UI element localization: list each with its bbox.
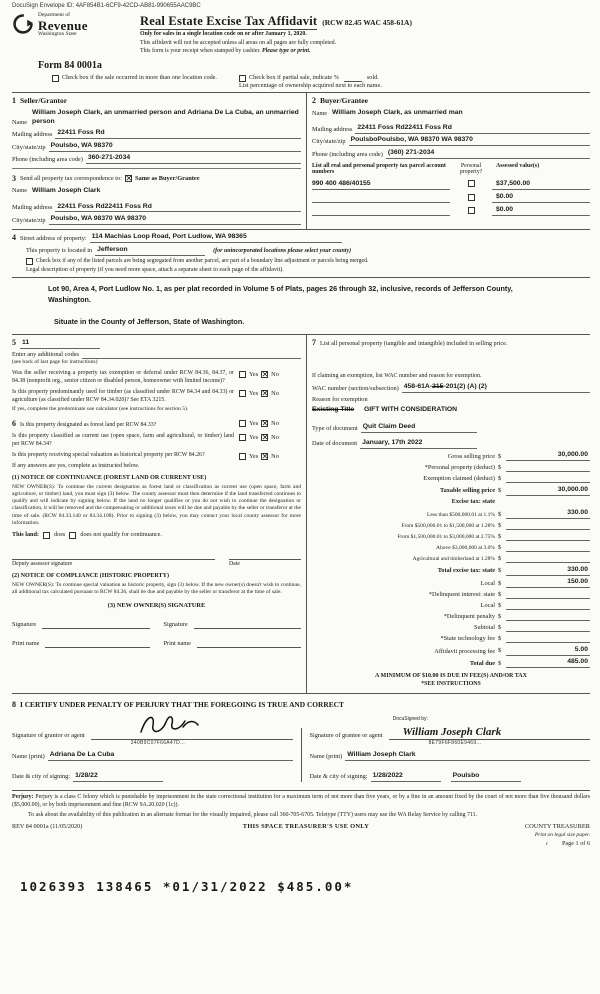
- excise-label: Agricultural and timberland at 1.28%: [412, 555, 495, 562]
- alternate-format-note: To ask about the availability of this publication in an alternate format for the visually impaired, please call 360-705-6705. Teletype (TTY) users may use the WA Relay Service by calling 711.: [28, 811, 478, 818]
- sold-label: sold.: [366, 74, 379, 82]
- grantor-docusign-id: 340B9C07F66A47D...: [130, 740, 186, 747]
- reason-label: Reason for exemption: [312, 395, 368, 403]
- land-does-checkbox[interactable]: [43, 532, 50, 539]
- see-instructions-note: *SEE INSTRUCTIONS: [421, 680, 481, 687]
- excise-value[interactable]: [506, 613, 590, 621]
- excise-label: *State technology fee: [440, 634, 495, 642]
- buyer-name-label: Name: [312, 109, 328, 117]
- tax-block: [12, 334, 590, 693]
- seller-city-label: City/state/zip: [12, 143, 46, 151]
- wac-struck: 215: [432, 383, 444, 391]
- buyer-phone-label: Phone (including area code): [312, 150, 383, 158]
- section8: [12, 698, 590, 782]
- corr-address-label: Mailing address: [12, 204, 53, 212]
- section2-number: 2: [312, 96, 316, 106]
- excise-value[interactable]: 30,000.00: [506, 486, 590, 496]
- section7-number: 7: [312, 338, 316, 348]
- dollar-sign: $: [498, 463, 502, 471]
- s6-q2-no-checkbox[interactable]: [261, 434, 268, 441]
- legal-description-text[interactable]: Lot 90, Area 4, Port Ludlow No. 1, as per plat recorded in Volume 5 of Plats, pages 26 through 32, inclusive, records of Jefferson County, Washington.: [48, 283, 513, 304]
- s6-question1: Is this property designated as forest land per RCW 84.33?: [20, 421, 157, 428]
- form-header: [12, 13, 590, 56]
- section3: [12, 168, 301, 225]
- dollar-sign: $: [498, 521, 502, 529]
- dollar-sign: $: [498, 543, 502, 551]
- section2-heading: [312, 96, 590, 106]
- same-as-buyer-label: Same as Buyer/Grantee: [134, 174, 200, 182]
- parcel-row: [312, 193, 590, 203]
- dollar-sign: $: [498, 567, 502, 575]
- grantor-signature-field[interactable]: [91, 728, 293, 747]
- grantee-signature-label: Signature of grantee or agent: [309, 731, 383, 739]
- percent-sold-field[interactable]: [344, 75, 362, 82]
- parcel-table: [312, 163, 590, 217]
- wac-prefix: 458-61A-: [403, 383, 433, 391]
- excise-value[interactable]: 5.00: [506, 646, 590, 656]
- excise-value[interactable]: 485.00: [506, 658, 590, 668]
- seller-name-value[interactable]: William Joseph Clark, an unmarried person and Adriana De La Cuba, an unmarried person: [32, 109, 299, 125]
- section1-heading: [12, 96, 301, 106]
- seller-address-label: Mailing address: [12, 131, 53, 139]
- grantee-name-label: Name (print): [309, 752, 343, 760]
- section1-number: 1: [12, 96, 16, 106]
- excise-value[interactable]: [506, 533, 590, 541]
- excise-label: *Delinquent interest: state: [428, 590, 495, 598]
- excise-label: Taxable selling price: [439, 487, 495, 495]
- type-or-print-note: Please type or print.: [262, 48, 311, 55]
- docusign-envelope-id: DocuSign Envelope ID: 4AF854B1-6CF9-42CD-AB81-990655AAC9BC: [12, 3, 201, 9]
- grantor-name-value[interactable]: Adriana De La Cuba: [48, 751, 293, 761]
- perjury-block: [12, 790, 590, 820]
- excise-label: Above $3,000,000 at 3.0%: [436, 544, 495, 551]
- doc-date-label: Date of document: [312, 440, 358, 448]
- buyer-name-value[interactable]: William Joseph Clark, as unmarried man: [332, 109, 463, 117]
- same-as-buyer-checkbox[interactable]: [125, 175, 132, 182]
- no-label: No: [271, 371, 279, 379]
- seller-address-value[interactable]: 22411 Foss Rd: [55, 129, 301, 139]
- yes-label: Yes: [249, 452, 259, 460]
- treasurer-stamp: 1026393 138465 *01/31/2022 $485.00*: [20, 878, 354, 894]
- grantor-name-label: Name (print): [12, 752, 45, 760]
- exemption-note: If claiming an exemption, list WAC number and reason for exemption.: [312, 372, 482, 379]
- excise-value[interactable]: [506, 544, 590, 552]
- excise-value[interactable]: [506, 635, 590, 643]
- parcel-row: [312, 180, 590, 190]
- seller-name-label: Name: [12, 118, 28, 126]
- seller-grantor-title: Seller/Grantor: [20, 96, 68, 106]
- s6-q3-no-checkbox[interactable]: [261, 453, 268, 460]
- legal-description: [12, 278, 590, 332]
- grantor-signature-scribble: [137, 710, 201, 741]
- treasurer-space-label: THIS SPACE TREASURER'S USE ONLY: [242, 823, 370, 831]
- owner-printname-label: Print name: [12, 640, 40, 648]
- dollar-sign: $: [498, 452, 502, 460]
- grantee-name-value[interactable]: William Joseph Clark: [345, 751, 590, 761]
- parties-block: [12, 92, 590, 230]
- logo-state: Washington State: [38, 31, 77, 38]
- section8-number: 8: [12, 699, 16, 709]
- grantee-date-label: Date & city of signing:: [309, 773, 368, 781]
- excise-value[interactable]: 330.00: [506, 566, 590, 576]
- personal-property-checkbox[interactable]: [468, 207, 475, 214]
- certify-statement: I CERTIFY UNDER PENALTY OF PERJURY THAT THE FOREGOING IS TRUE AND CORRECT: [20, 699, 344, 709]
- excise-label: Exemption claimed (deduct): [423, 474, 495, 482]
- yes-label: Yes: [249, 371, 259, 379]
- multi-location-checkbox[interactable]: [52, 75, 59, 82]
- personal-property-list-area[interactable]: [312, 349, 590, 373]
- s5-q1-no-checkbox[interactable]: [261, 371, 268, 378]
- owner-signature-label: Signature: [163, 621, 188, 629]
- header-note-1: Only for sales in a single location code on or after January 1, 2020.: [140, 31, 307, 38]
- dollar-sign: $: [498, 612, 502, 620]
- dollar-sign: $: [498, 590, 502, 598]
- dollar-sign: $: [498, 554, 502, 562]
- codes-note: (see back of last page for instructions): [12, 359, 98, 366]
- this-land-label: This land:: [12, 531, 39, 539]
- page-number: Page 1 of 6: [561, 840, 590, 848]
- s6-question2: Is this property classified as current use (open space, farm and agricultural, or timber) land per RCW 84.34?: [12, 432, 234, 447]
- corr-city-value[interactable]: Poulsbo, WA 98370 WA 98370: [49, 215, 301, 225]
- excise-value[interactable]: 30,000.00: [506, 451, 590, 461]
- excise-value[interactable]: [506, 602, 590, 610]
- s5-q2-no-checkbox[interactable]: [261, 390, 268, 397]
- s5-q1-yes-checkbox[interactable]: [239, 371, 246, 378]
- deputy-assessor-row: [12, 551, 301, 569]
- personal-property-checkbox[interactable]: [468, 194, 475, 201]
- location-code-value[interactable]: 11: [20, 339, 100, 349]
- owner-printname-field[interactable]: [45, 639, 149, 648]
- parcel-number[interactable]: 990 400 486/40155: [312, 180, 450, 190]
- s6-q3-yes-checkbox[interactable]: [239, 453, 246, 460]
- page-footer: [12, 823, 590, 848]
- owner-signature-label: Signature: [12, 621, 37, 629]
- buyer-city-value[interactable]: PoulsboPoulsbo, WA 98370 WA 98370: [349, 136, 590, 146]
- dollar-sign: $: [498, 474, 502, 482]
- legal-description-label: Legal description of property (if you need more space, attach a separate sheet to each page of the affidavit).: [26, 267, 284, 274]
- yes-label: Yes: [249, 433, 259, 441]
- owner-signature-row: [12, 620, 301, 629]
- buyer-address-value[interactable]: 22411 Foss Rd22411 Foss Rd: [355, 124, 590, 134]
- excise-section-label: Excise tax: state: [451, 498, 495, 506]
- grantee-signature-field[interactable]: [389, 715, 590, 747]
- deputy-signature-label: Deputy assessor signature: [12, 561, 73, 568]
- dollar-sign: $: [498, 659, 502, 667]
- form-number: Form 84 0001a: [38, 60, 102, 72]
- grantee-city-value[interactable]: Poulsbo: [451, 772, 521, 782]
- reason-value[interactable]: GIFT WITH CONSIDERATION: [363, 406, 458, 414]
- street-address-label: Street address of property:: [20, 234, 87, 242]
- minimum-fee-note: A MINIMUM OF $10.00 IS DUE IN FEE(S) AND/OR TAX: [375, 673, 527, 680]
- section3-number: 3: [12, 173, 16, 183]
- excise-label: From $1,500,000.01 to $3,000,000 at 2.75%: [397, 533, 495, 540]
- s6-question3: Is this property receiving special valuation as historical property per RCW 84.26?: [12, 451, 205, 458]
- corr-name-value[interactable]: William Joseph Clark: [32, 186, 101, 194]
- corr-city-label: City/state/zip: [12, 216, 46, 224]
- notice1-body: NEW OWNER(S): To continue the current designation as forest land or classification as current use (open space, farm and agriculture, or timber) land, you must sign (3) below. The county assessor must then determine if the land transferred continues to qualify and will indicate by signing below. If the land no longer qualifies or you do not wish to continue the designation or classification, it will be removed and the compensating or additional taxes will be due and payable by the seller or transferor at the time of sale. (RCW 84.33.140 or 84.34.108). Prior to signing (3) below, you may contact your local county assessor for more information.: [12, 483, 301, 526]
- parcel-row: [312, 206, 590, 216]
- dollar-sign: $: [498, 634, 502, 642]
- excise-label: Local: [480, 601, 495, 609]
- owner-printname-label: Print name: [163, 640, 191, 648]
- excise-value[interactable]: 330.00: [506, 509, 590, 519]
- s6-q2-yes-checkbox[interactable]: [239, 434, 246, 441]
- dollar-sign: $: [498, 510, 502, 518]
- s5-question2: Is this property predominantly used for timber (as classified under RCW 84.34 and 84.33) or agriculture (as classified under RCW 84.34.020)? See ETA 3215.: [12, 389, 234, 403]
- revenue-swirl-icon: [12, 13, 34, 38]
- does-label: does: [54, 531, 66, 539]
- s6-q1-yes-checkbox[interactable]: [239, 420, 246, 427]
- notice2-body: NEW OWNER(S): To continue special valuation as historic property, sign (3) below. If the new owner(s) doesn't wish to continue, all additional tax calculated pursuant to RCW 84.26, shall be due and payable by the seller or transferor at the time of sale.: [12, 581, 301, 595]
- segregated-checkbox[interactable]: [26, 258, 33, 265]
- county-treasurer-label: COUNTY TREASURER: [524, 823, 590, 831]
- personal-property-checkbox[interactable]: [468, 180, 475, 187]
- doc-date-value[interactable]: January, 17th 2022: [360, 439, 477, 449]
- personal-property-header: Personal property?: [459, 162, 483, 176]
- excise-label: Affidavit processing fee: [434, 647, 495, 655]
- grantee-date-value[interactable]: 1/28/2022: [371, 772, 441, 782]
- no-label: No: [271, 452, 279, 460]
- excise-label: From $500,000.01 to $1,500,000 at 1.28%: [401, 522, 495, 529]
- excise-value[interactable]: [506, 555, 590, 563]
- wac-number-value[interactable]: [402, 383, 590, 393]
- deputy-signature-field[interactable]: [12, 551, 215, 560]
- unincorporated-note: (for unincorporated locations please select your county): [213, 247, 352, 254]
- land-qualify-row: [12, 531, 301, 539]
- excise-value[interactable]: [506, 624, 590, 632]
- header-note-3: [140, 48, 590, 56]
- excise-value[interactable]: [506, 464, 590, 472]
- excise-value[interactable]: [506, 522, 590, 530]
- title-rcw: (RCW 82.45 WAC 458-61A): [322, 17, 412, 27]
- parcel-number[interactable]: [312, 195, 450, 203]
- excise-value[interactable]: [506, 591, 590, 599]
- rev-number: REV 84 0001a (11/05/2020): [12, 823, 83, 831]
- excise-value[interactable]: [506, 475, 590, 483]
- top-checkbox-row: [52, 74, 590, 90]
- correspondence-label: Send all property tax correspondence to:: [20, 174, 122, 182]
- located-county-value[interactable]: Jefferson: [95, 246, 205, 256]
- doc-type-value[interactable]: Quit Claim Deed: [361, 423, 478, 433]
- parcel-number[interactable]: [312, 208, 450, 216]
- partial-sale-label: Check box if partial sale, indicate %: [248, 74, 339, 82]
- buyer-city-label: City/state/zip: [312, 138, 346, 146]
- doc-type-label: Type of document: [312, 424, 358, 432]
- s6-q1-no-checkbox[interactable]: [261, 420, 268, 427]
- perjury-label: Perjury:: [12, 793, 34, 800]
- grantor-date-label: Date & city of signing:: [12, 773, 71, 781]
- notice2-title: (2) NOTICE OF COMPLIANCE (HISTORIC PROPERTY): [12, 572, 170, 579]
- wac-number-label: WAC number (section/subsection): [312, 384, 399, 392]
- grantee-signature-block: [301, 715, 591, 782]
- partial-sale-checkbox[interactable]: [239, 75, 246, 82]
- excise-value[interactable]: 150.00: [506, 578, 590, 588]
- legal-size-note: Print on legal size paper.: [534, 832, 590, 839]
- located-in-label: This property is located in: [26, 247, 93, 255]
- dor-logo: [12, 13, 130, 56]
- buyer-phone-value[interactable]: (360) 271-2034: [386, 149, 590, 159]
- additional-codes-field[interactable]: [82, 351, 301, 359]
- grantor-signature-label: Signature of grantor or agent: [12, 731, 85, 739]
- dollar-sign: $: [498, 487, 502, 495]
- yes-label: Yes: [249, 419, 259, 427]
- additional-codes-label: Enter any additional codes: [12, 351, 79, 359]
- assessed-value[interactable]: $37,500.00: [492, 180, 590, 190]
- dollar-sign: $: [498, 623, 502, 631]
- owner-signature-field[interactable]: [42, 620, 149, 629]
- situate-text[interactable]: Situate in the County of Jefferson, State of Washington.: [54, 317, 245, 327]
- s5-question1: Was the seller receiving a property tax exemption or deferral under RCW 84.36, 84.37, or 84.38 (nonprofit org., senior citizen or disabled person, homeowner with limited income)?: [12, 370, 234, 384]
- corr-name-label: Name: [12, 187, 28, 195]
- section4: [12, 230, 590, 278]
- does-not-label: does not qualify for continuance.: [80, 531, 162, 539]
- land-does-not-checkbox[interactable]: [69, 532, 76, 539]
- logo-dept: Department of: [38, 11, 70, 18]
- corr-address-value[interactable]: 22411 Foss Rd22411 Foss Rd: [55, 203, 301, 213]
- grantor-signature-block: [12, 728, 301, 782]
- docusigned-by-label: DocuSigned by:: [392, 715, 428, 722]
- excise-table: [312, 451, 590, 668]
- no-label: No: [271, 419, 279, 427]
- grantee-docusign-id: 8E79F6F860E9469...: [428, 740, 482, 747]
- assessed-value-header: Assessed value(s): [496, 162, 540, 169]
- logo-name: Revenue: [38, 17, 88, 33]
- owner-printname-field[interactable]: [197, 639, 301, 648]
- street-address-value[interactable]: 114 Machias Loop Road, Port Ludlow, WA 98365: [90, 233, 342, 243]
- buyer-grantee-title: Buyer/Grantee: [320, 96, 368, 106]
- page-title: Real Estate Excise Tax Affidavit: [140, 13, 317, 30]
- owner-printname-row: [12, 639, 301, 648]
- seller-phone-label: Phone (including area code): [12, 155, 83, 163]
- no-label: No: [271, 433, 279, 441]
- seller-phone-value[interactable]: 360-271-2034: [86, 154, 301, 164]
- s7-heading: List all personal property (tangible and intangible) included in selling price.: [320, 340, 508, 348]
- deputy-date-field[interactable]: [229, 551, 301, 560]
- ownership-note: List percentage of ownership acquired next to each name.: [238, 82, 382, 90]
- excise-label: *Personal property (deduct): [424, 463, 495, 471]
- s6-instruction: If any answers are yes, complete as instructed below.: [12, 462, 140, 469]
- dollar-sign: $: [498, 579, 502, 587]
- dollar-sign: $: [498, 532, 502, 540]
- margin-mark: c: [545, 842, 548, 848]
- dollar-sign: $: [498, 647, 502, 655]
- section5-number: 5: [12, 338, 16, 348]
- reason-struck-value: Existing Title: [312, 406, 355, 414]
- grantee-signature-script: William Joseph Clark: [402, 725, 502, 738]
- excise-label: Total due: [469, 660, 495, 668]
- excise-label: Local: [480, 579, 495, 587]
- perjury-text: Perjury is a class C felony which is punishable by imprisonment in the state correctional institution for a maximum term of not more than five years, or by a fine in an amount fixed by the court of not more than five thousand dollars ($5,000.00), or by both imprisonment and fine (RCW 9A.20.020 (1c)).: [12, 793, 590, 808]
- excise-label: Subtotal: [474, 623, 495, 631]
- section6-number: 6: [12, 418, 16, 428]
- new-owners-signature-title: (3) NEW OWNER(S) SIGNATURE: [107, 602, 206, 610]
- notice1-title: (1) NOTICE OF CONTINUANCE (FOREST LAND OR CURRENT USE): [12, 474, 207, 481]
- no-label: No: [271, 390, 279, 398]
- grantor-date-value[interactable]: 1/28/22: [73, 772, 163, 782]
- s5-q2-yes-checkbox[interactable]: [239, 390, 246, 397]
- deputy-date-label: Date: [229, 561, 240, 568]
- segregated-label: Check box if any of the listed parcels are being segregated from another parcel, are part of a boundary line adjustment or parcels being merged.: [36, 257, 369, 264]
- excise-label: Gross selling price: [447, 452, 495, 460]
- yes-label: Yes: [249, 390, 259, 398]
- header-note-2: This affidavit will not be accepted unless all areas on all pages are fully completed.: [140, 39, 337, 46]
- excise-label: Less than $500,000.01 at 1.1%: [427, 511, 495, 518]
- excise-label: *Delinquent penalty: [443, 612, 495, 620]
- seller-city-value[interactable]: Poulsbo, WA 98370: [49, 142, 301, 152]
- assessed-value[interactable]: $0.00: [492, 193, 590, 203]
- buyer-address-label: Mailing address: [312, 125, 353, 133]
- parcel-header: List all real and personal property tax parcel account numbers: [312, 162, 446, 176]
- section4-number: 4: [12, 232, 16, 242]
- multi-location-label: Check box if the sale occurred in more than one location code.: [62, 74, 217, 82]
- dollar-sign: $: [498, 601, 502, 609]
- receipt-note: This form is your receipt when stamped by cashier.: [140, 48, 261, 55]
- assessed-value[interactable]: $0.00: [492, 206, 590, 216]
- excise-label: Total excise tax: state: [437, 567, 495, 575]
- calculator-note: If yes, complete the predominate use calculator (see instructions for section 5).: [12, 406, 189, 413]
- owner-signature-field[interactable]: [194, 620, 301, 629]
- wac-rest: -201(2) (A) (2): [443, 383, 487, 391]
